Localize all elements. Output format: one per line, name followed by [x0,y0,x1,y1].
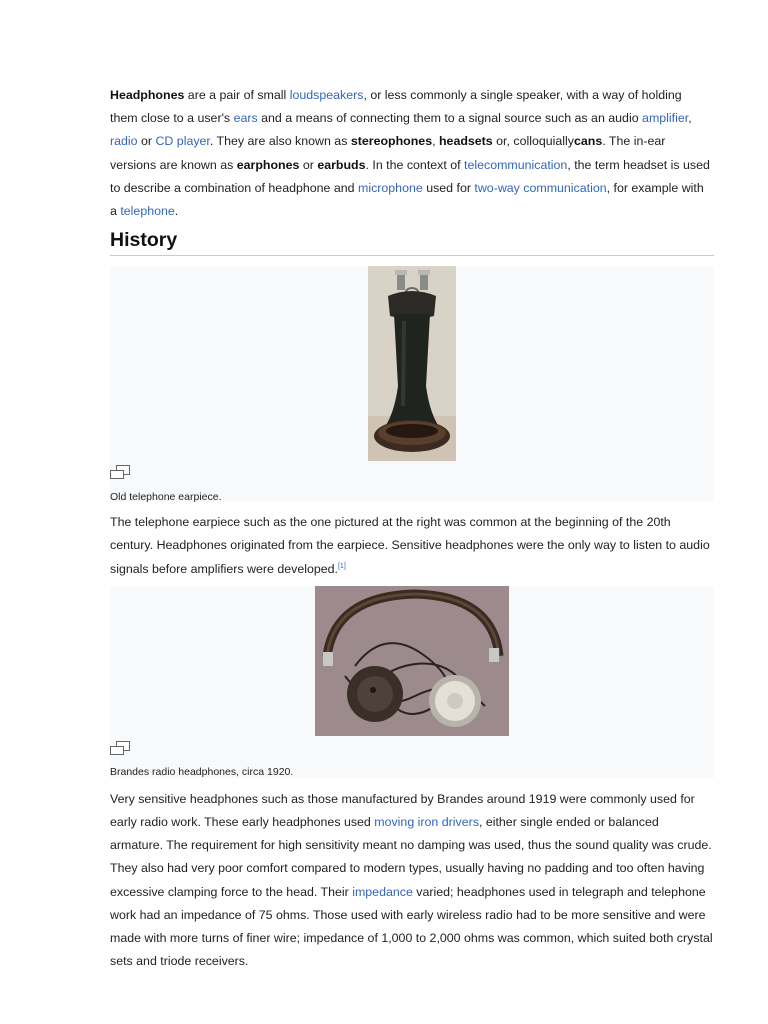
term-stereophones: stereophones [350,134,433,149]
text: are a pair of small [184,88,290,102]
text: . The in-ear versions are known as [110,134,666,172]
term-cans: cans [574,134,603,149]
term-earbuds: earbuds [317,157,366,172]
text: or [299,157,318,172]
text: Very sensitive headphones such as those manufactured by Brandes around 1919 were commonly used for early radio work. These early headphones used [110,791,695,830]
text: . They are also known as [209,134,351,149]
link-telecommunication[interactable]: telecommunication [464,157,568,172]
link-cd-player[interactable]: CD player [155,134,210,149]
link-radio[interactable]: radio [110,134,138,149]
text: , [688,111,692,126]
text: and a means of connecting them to a signal source such as an audio [257,111,643,126]
magnify-clip-icon[interactable] [110,741,130,755]
figure-caption: Old telephone earpiece. [110,491,222,504]
brandes-headphones-image[interactable] [315,586,509,736]
text: used for [422,180,475,195]
link-ears[interactable]: ears [233,111,258,126]
text: The telephone earpiece such as the one pictured at the right was common at the beginning of the 20th century. Headphones originated from the earpiece. Sensitive headphones were the only way to listen to audio signals before amplifiers were developed. [110,515,710,576]
history-paragraph-brandes [110,788,714,974]
link-moving-iron-drivers[interactable]: moving iron drivers [374,815,479,830]
history-paragraph-earpiece [110,511,714,581]
term-headphones: Headphones [110,88,185,102]
text: . [174,204,179,219]
text: , for example with a [110,180,704,219]
telephone-earpiece-image[interactable] [368,266,456,461]
text: or [137,134,156,149]
magnify-clip-icon[interactable] [110,465,130,479]
history-heading: History [110,227,714,256]
term-earphones: earphones [236,157,300,172]
term-headsets: headsets [438,134,493,149]
text: varied; headphones used in telegraph and telephone work had an impedance of 75 ohms. Those used with early wireless radio had to be more sensitive and were made with more turns of finer wire; impedance of 1,000 to 2,000 ohms was common, which suited both crystal sets and triode receivers. [110,884,713,969]
figure-telephone-earpiece [110,266,714,502]
intro-paragraph [110,84,710,223]
text: , either single ended or balanced armature. The requirement for high sensitivity meant no damping was used, thus the sound quality was crude. They also had very poor comfort compared to modern types, usually having no padding and too often having excessive clamping force to the head. Their [110,815,712,899]
article-content [110,84,714,973]
link-microphone[interactable]: microphone [358,180,423,195]
text: , [432,134,439,149]
link-two-way-communication[interactable]: two-way communication [474,180,607,195]
text: . In the context of [365,157,465,172]
text: or, colloquially [492,134,574,149]
reference-1-link[interactable]: [1] [337,562,346,570]
text: , or less commonly a single speaker, with a way of holding them close to a user's [110,88,682,126]
text: , the term headset is used to describe a combination of headphone and [110,157,710,195]
link-amplifier[interactable]: amplifier [642,111,689,126]
link-telephone[interactable]: telephone [120,204,175,219]
figure-brandes-headphones [110,586,714,778]
link-impedance[interactable]: impedance [352,884,413,899]
link-loudspeakers[interactable]: loudspeakers [289,88,364,102]
figure-caption: Brandes radio headphones, circa 1920. [110,765,294,778]
